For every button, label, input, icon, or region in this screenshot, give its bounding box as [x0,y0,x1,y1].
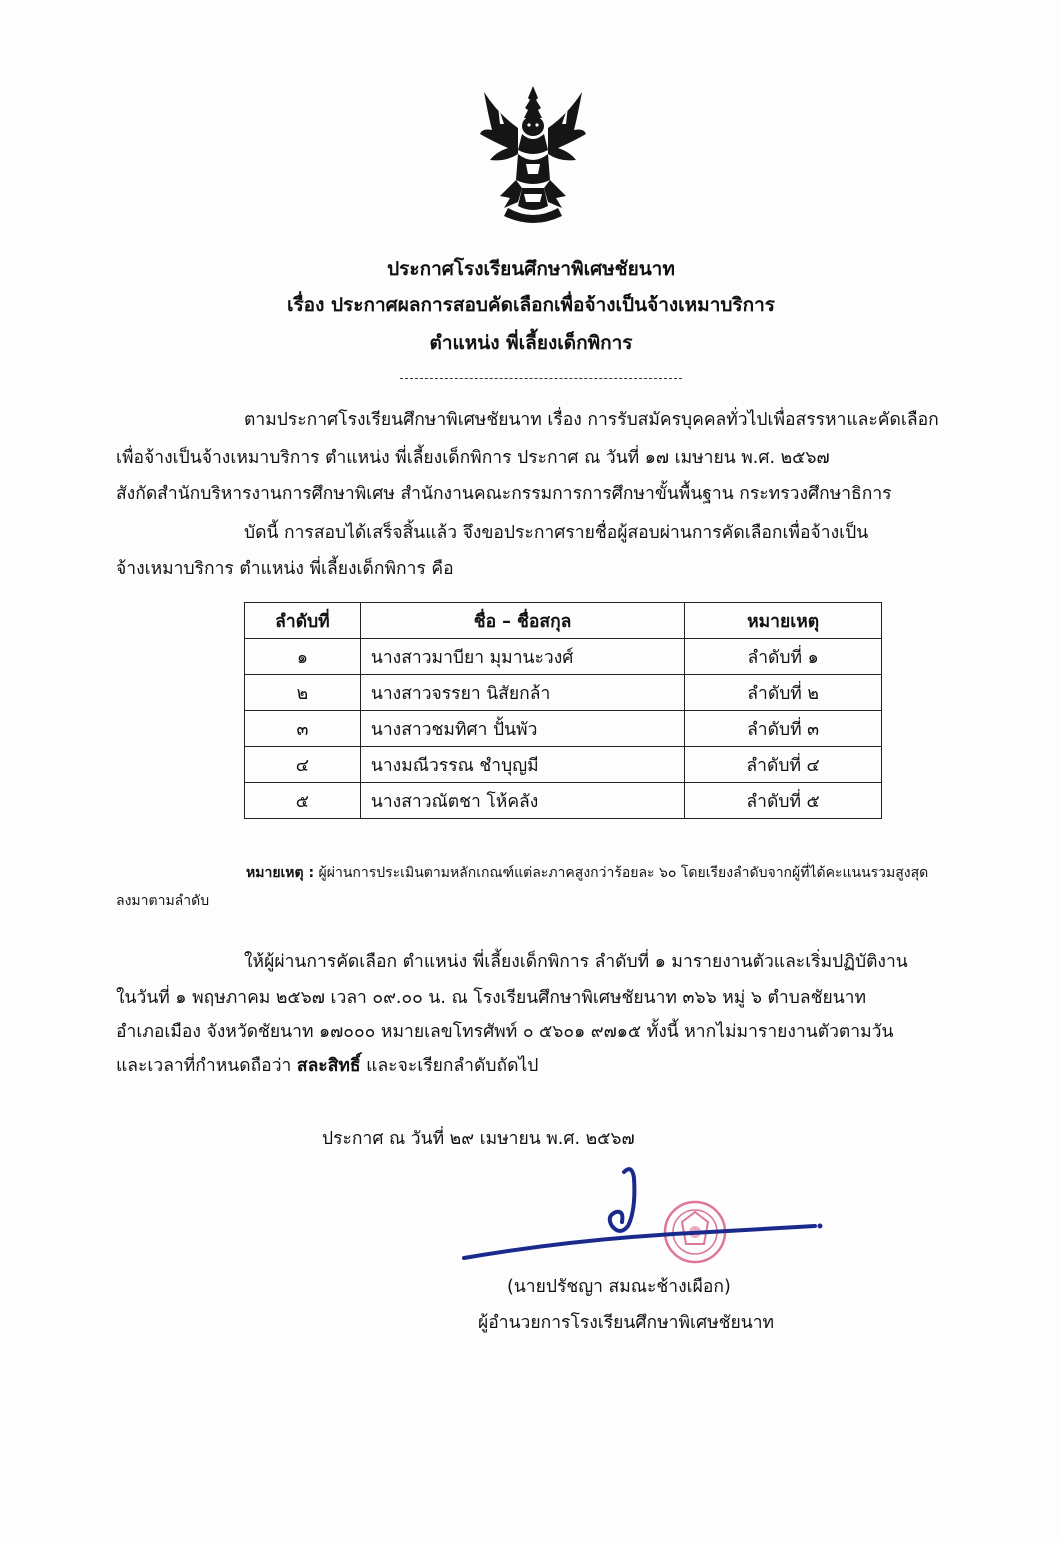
column-header-name: ชื่อ – ชื่อสกุล [360,603,684,639]
table-row [245,711,882,747]
paragraph-3-line-4-end: และจะเรียกลำดับถัดไป [360,1056,539,1076]
header-divider [400,378,682,379]
row-name: นางมณีวรรณ ชำบุญมี [360,747,684,783]
row-name: นางสาวมาบียา มุมานะวงศ์ [360,639,684,675]
forfeit-term: สละสิทธิ์ [296,1056,361,1076]
note-text: ผู้ผ่านการประเมินตามหลักเกณฑ์แต่ละภาคสูงกว่าร้อยละ ๖๐ โดยเรียงลำดับจากผู้ที่ได้คะแนนรวมสูงสุด [314,865,929,881]
paragraph-3-line-3: อำเภอเมือง จังหวัดชัยนาท ๑๗๐๐๐ หมายเลขโทรศัพท์ ๐ ๕๖๐๑ ๙๗๑๕ ทั้งนี้ หากไม่มารายงานตัวตามวัน [116,1022,894,1042]
signatory-name: (นายปรัชญา สมณะช้างเผือก) [507,1277,731,1297]
paragraph-3-line-2: ในวันที่ ๑ พฤษภาคม ๒๕๖๗ เวลา ๐๙.๐๐ น. ณ โรงเรียนศึกษาพิเศษชัยนาท ๓๖๖ หมู่ ๖ ตำบลชัยนาท [116,988,867,1008]
results-table [244,602,882,819]
row-order: ๔ [245,747,361,783]
paragraph-3-line-1: ให้ผู้ผ่านการคัดเลือก ตำแหน่ง พี่เลี้ยงเด็กพิการ ลำดับที่ ๑ มารายงานตัวและเริ่มปฏิบัติงาน [244,952,908,972]
garuda-emblem [478,84,588,229]
table-row [245,675,882,711]
row-order: ๕ [245,783,361,819]
row-order: ๓ [245,711,361,747]
signature-area [460,1160,840,1270]
row-name: นางสาวจรรยา นิสัยกล้า [360,675,684,711]
table-row [245,639,882,675]
announcement-date: ประกาศ ณ วันที่ ๒๙ เมษายน พ.ศ. ๒๕๖๗ [322,1129,635,1149]
paragraph-2-line-1: บัดนี้ การสอบได้เสร็จสิ้นแล้ว จึงขอประกาศรายชื่อผู้สอบผ่านการคัดเลือกเพื่อจ้างเป็น [244,523,869,543]
row-order: ๒ [245,675,361,711]
paragraph-1-line-1: ตามประกาศโรงเรียนศึกษาพิเศษชัยนาท เรื่อง การรับสมัครบุคคลทั่วไปเพื่อสรรหาและคัดเลือก [244,410,939,430]
column-header-order: ลำดับที่ [245,603,361,639]
row-name: นางสาวณัตชา โห้คลัง [360,783,684,819]
row-remark: ลำดับที่ ๔ [685,747,882,783]
row-remark: ลำดับที่ ๓ [685,711,882,747]
announcement-position: ตำแหน่ง พี่เลี้ยงเด็กพิการ [429,332,633,354]
signature [464,1169,822,1258]
paragraph-2-line-2: จ้างเหมาบริการ ตำแหน่ง พี่เลี้ยงเด็กพิการ คือ [116,559,454,579]
signatory-position: ผู้อำนวยการโรงเรียนศึกษาพิเศษชัยนาท [478,1313,775,1333]
table-header-row [245,603,882,639]
row-remark: ลำดับที่ ๕ [685,783,882,819]
column-header-remark: หมายเหตุ [685,603,882,639]
row-remark: ลำดับที่ ๒ [685,675,882,711]
table-row [245,783,882,819]
note-line-2: ลงมาตามลำดับ [116,893,210,909]
note-label: หมายเหตุ : [246,865,315,881]
paragraph-1-line-3: สังกัดสำนักบริหารงานการศึกษาพิเศษ สำนักงานคณะกรรมการการศึกษาขั้นพื้นฐาน กระทรวงศึกษาธิการ [116,484,892,504]
announcement-title: ประกาศโรงเรียนศึกษาพิเศษชัยนาท [387,258,675,280]
row-remark: ลำดับที่ ๑ [685,639,882,675]
note-line-1 [246,862,928,884]
table-row [245,747,882,783]
row-name: นางสาวชมทิศา ปั้นพัว [360,711,684,747]
announcement-subject: เรื่อง ประกาศผลการสอบคัดเลือกเพื่อจ้างเป็นจ้างเหมาบริการ [286,294,776,316]
paragraph-3-line-4 [116,1056,538,1077]
paragraph-1-line-2: เพื่อจ้างเป็นจ้างเหมาบริการ ตำแหน่ง พี่เลี้ยงเด็กพิการ ประกาศ ณ วันที่ ๑๗ เมษายน พ.ศ. ๒๕๖๗ [116,448,830,468]
paragraph-3-line-4-start: และเวลาที่กำหนดถือว่า [116,1056,297,1076]
row-order: ๑ [245,639,361,675]
